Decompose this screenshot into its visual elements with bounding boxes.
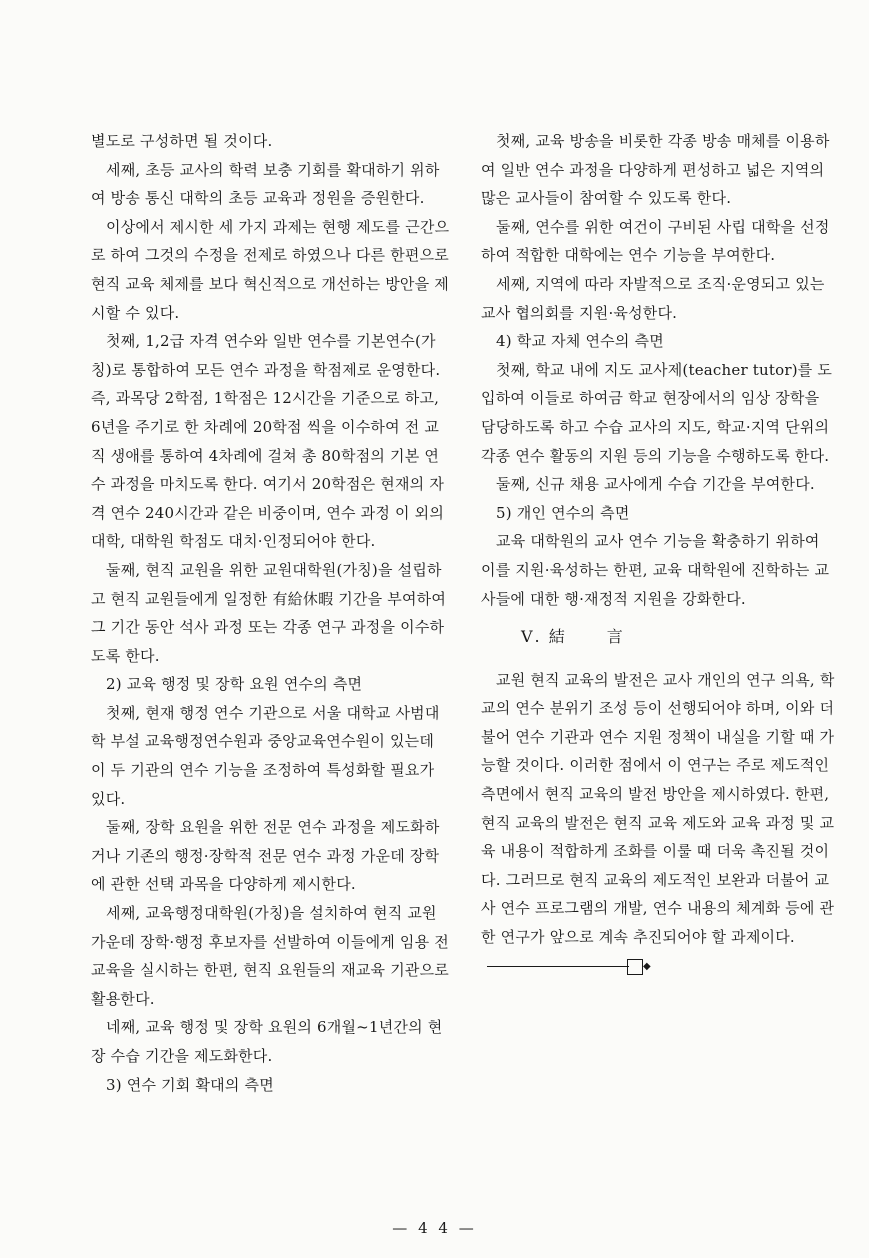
conclusion-text: 교원 현직 교육의 발전은 교사 개인의 연구 의욕, 학교의 연수 분위기 조성 등이 선행되어야 하며, 이와 더불어 연수 기관과 연수 지원 정책이 내실을 기할 때 가능할 것이다. 이러한 점에서 이 연구는 주로 제도적인 측면에서 현직 교육의 발전 방안을 제시하였다. 한편, 현직 교육의 발전은 현직 교육 제도와 교육 과정 및 교육 내용이 적합하게 조화를 이룰 때 더욱 촉진될 것이다. 그러므로 현직 교육의 제도적인 보완과 더불어 교사 연수 프로그램의 개발, 연수 내용의 체계화 등에 관한 연구가 앞으로 계속 추진되어야 할 과제이다. <box>481 670 835 947</box>
page-number: — 4 4 — <box>392 1219 477 1237</box>
section-title-first: 結 <box>548 627 567 647</box>
paragraph: 둘째, 현직 교원을 위한 교원대학원(가칭)을 설립하고 현직 교원들에게 일정한 有給休暇 기간을 부여하여 그 기간 동안 석사 과정 또는 각종 연구 과정을 이수하도록 한다. <box>91 560 447 665</box>
section-heading <box>481 623 837 652</box>
subsection-heading: 4) 학교 자체 연수의 측면 <box>496 332 664 351</box>
subsection-heading: 5) 개인 연수의 측면 <box>496 503 630 522</box>
paragraph: 둘째, 신규 채용 교사에게 수습 기간을 부여한다. <box>496 475 815 494</box>
right-column <box>481 127 837 980</box>
subsection-heading: 3) 연수 기회 확대의 측면 <box>106 1075 274 1094</box>
section-number: Ⅴ. <box>521 627 542 647</box>
paragraph: 둘째, 장학 요원을 위한 전문 연수 과정을 제도화하거나 기존의 행정·장학적 전문 연수 과정 가운데 장학에 관한 선택 과목을 다양하게 제시한다. <box>91 818 440 894</box>
paragraph: 네째, 교육 행정 및 장학 요원의 6개월~1년간의 현장 수습 기간을 제도화한다. <box>91 1018 443 1065</box>
paragraph: 세째, 초등 교사의 학력 보충 기회를 확대하기 위하여 방송 통신 대학의 초등 교육과 정원을 증원한다. <box>91 160 440 208</box>
paragraph: 세째, 교육행정대학원(가칭)을 설치하여 현직 교원 가운데 장학·행정 후보자를 선발하여 이들에게 임용 전 교육을 실시하는 한편, 현직 요원들의 재교육 기관으로 활용한다. <box>91 904 449 1008</box>
section-title-second: 言 <box>606 627 625 647</box>
paragraph: 별도로 구성하면 될 것이다. <box>91 132 273 150</box>
paragraph: 첫째, 1,2급 자격 연수와 일반 연수를 기본연수(가칭)로 통합하여 모든 연수 과정을 학점제로 운영한다. 즉, 과목당 2학점, 1학점은 12시간을 기준으로 하고, 6년을 주기로 한 차례에 20학점 씩을 이수하여 전 교직 생애를 통하여 4차례에 걸쳐 총 80학점의 기본 연수 과정을 마치도록 한다. 여기서 20학점은 현재의 자격 연수 240시간과 같은 비중이며, 연수 과정 이 외의 대학, 대학원 학점도 대치·인정되어야 한다. <box>91 332 445 551</box>
paragraph: 이상에서 제시한 세 가지 과제는 현행 제도를 근간으로 하여 그것의 수정을 전제로 하였으나 다른 한편으로 현직 교육 체제를 보다 혁신적으로 개선하는 방안을 제시할 수 있다. <box>91 217 450 322</box>
paragraph: 첫째, 교육 방송을 비롯한 각종 방송 매체를 이용하여 일반 연수 과정을 다양하게 편성하고 넓은 지역의 많은 교사들이 참여할 수 있도록 한다. <box>481 132 830 208</box>
paragraph: 첫째, 학교 내에 지도 교사제(teacher tutor)를 도입하여 이들로 하여금 학교 현장에서의 임상 장학을 담당하도록 하고 수습 교사의 지도, 학교·지역 단위의 각종 연수 활동의 지원 등의 기능을 수행하도록 한다. <box>481 360 833 465</box>
left-column <box>91 127 451 1099</box>
subsection-heading: 2) 교육 행정 및 장학 요원 연수의 측면 <box>106 675 363 694</box>
paragraph: 둘째, 연수를 위한 여건이 구비된 사립 대학을 선정하여 적합한 대학에는 연수 기능을 부여한다. <box>481 217 830 265</box>
conclusion-paragraph <box>481 666 837 981</box>
end-rule <box>487 966 629 967</box>
paragraph: 교육 대학원의 교사 연수 기능을 확충하기 위하여 이를 지원·육성하는 한편, 교육 대학원에 진학하는 교사들에 대한 행·재정적 지원을 강화한다. <box>481 532 830 608</box>
diamond-end-icon: ◆ <box>627 959 643 975</box>
paragraph: 세째, 지역에 따라 자발적으로 조직·운영되고 있는 교사 협의회를 지원·육성한다. <box>481 274 825 322</box>
paragraph: 첫째, 현재 행정 연수 기관으로 서울 대학교 사범대학 부설 교육행정연수원과 중앙교육연수원이 있는데 이 두 기관의 연수 기능을 조정하여 특성화할 필요가 있다. <box>91 703 440 808</box>
